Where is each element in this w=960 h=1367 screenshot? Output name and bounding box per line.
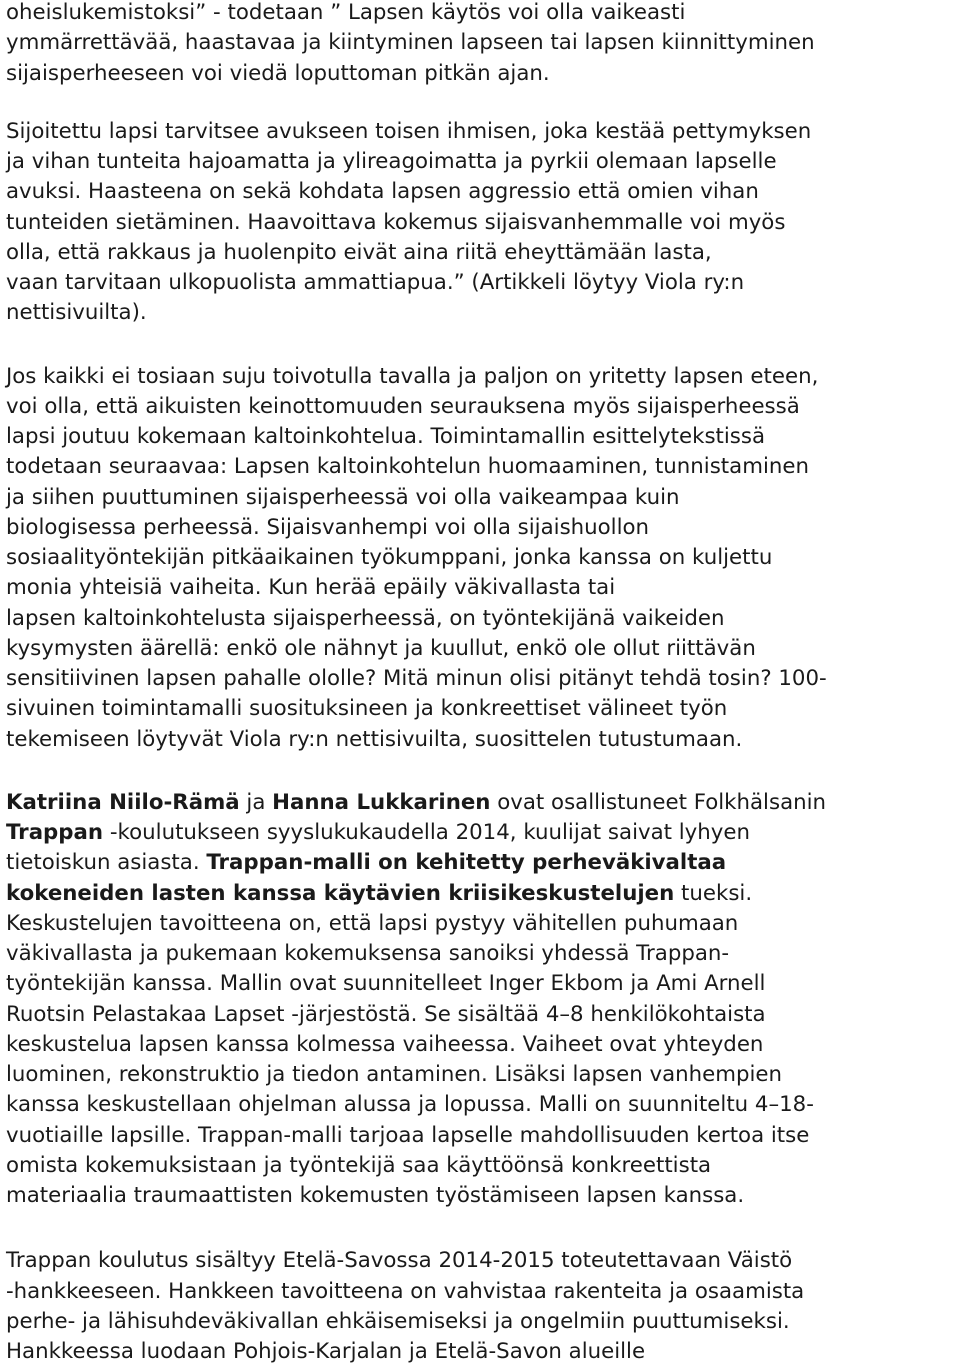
text-line: vaan tarvitaan ulkopuolista ammattiapua.” (Artikkeli löytyy Viola ry:n [6, 270, 745, 295]
text-line: luominen, rekonstruktio ja tiedon antaminen. Lisäksi lapsen vanhempien [6, 1062, 783, 1087]
text-line: keskustelua lapsen kanssa kolmessa vaiheessa. Vaiheet ovat yhteyden [6, 1031, 764, 1057]
paragraph-4 [6, 788, 956, 1212]
text-line: avuksi. Haasteena on sekä kohdata lapsen aggressio että omien vihan [6, 179, 759, 205]
text-line: lapsen kaltoinkohtelusta sijaisperheessä, on työntekijänä vaikeiden [6, 605, 725, 631]
paragraph-5 [6, 1246, 956, 1367]
text-line: sensitiivinen lapsen pahalle ololle? Mitä minun olisi pitänyt tehdä tosin? 100- [6, 666, 827, 691]
text-span: tueksi. [674, 880, 753, 906]
text-line: materiaalia traumaattisten kokemusten työstämiseen lapsen kanssa. [6, 1183, 745, 1208]
text-line [6, 818, 956, 848]
text-line: työntekijän kanssa. Mallin ovat suunnitelleet Inger Ekbom ja Ami Arnell [6, 971, 766, 997]
bold-phrase: kokeneiden lasten kanssa käytävien kriisikeskustelujen [6, 880, 675, 906]
text-line: kanssa keskustellaan ohjelman alussa ja lopussa. Malli on suunniteltu 4–18- [6, 1092, 814, 1118]
paragraph-1 [6, 0, 956, 89]
text-line: vuotiaille lapsille. Trappan-malli tarjoaa lapselle mahdollisuuden kertoa itse [6, 1122, 810, 1148]
text-line: sosiaalityöntekijän pitkäaikainen työkumppani, jonka kanssa on kuljettu [6, 545, 773, 570]
text-line [6, 879, 956, 909]
text-line: voi olla, että aikuisten keinottomuuden seurauksena myös sijaisperheessä [6, 393, 800, 419]
text-line: Ruotsin Pelastakaa Lapset -järjestöstä. Se sisältää 4–8 henkilökohtaista [6, 1001, 766, 1027]
text-line: olla, että rakkaus ja huolenpito eivät aina riitä eheyttämään lasta, [6, 239, 712, 265]
text-line: Jos kaikki ei tosiaan suju toivotulla tavalla ja paljon on yritetty lapsen eteen, [6, 363, 819, 389]
text-line: perhe- ja lähisuhdeväkivallan ehkäisemiseksi ja ongelmiin puuttumiseksi. [6, 1308, 790, 1334]
text-line: todetaan seuraavaa: Lapsen kaltoinkohtelun huomaaminen, tunnistaminen [6, 454, 809, 480]
text-line: ymmärrettävää, haastavaa ja kiintyminen lapseen tai lapsen kiinnittyminen [6, 30, 815, 56]
text-span: tietoiskun asiasta. [6, 850, 207, 876]
paragraph-spacer [6, 755, 956, 788]
text-line: monia yhteisiä vaiheita. Kun herää epäily väkivallasta tai [6, 575, 616, 601]
paragraph-spacer [6, 329, 956, 362]
text-line: ja siihen puuttuminen sijaisperheessä voi olla vaikeampaa kuin [6, 484, 680, 510]
text-span: ovat osallistuneet Folkhälsanin [490, 789, 827, 815]
text-line: ja vihan tunteita hajoamatta ja ylireagoimatta ja pyrkii olemaan lapselle [6, 149, 777, 174]
text-line [6, 788, 956, 818]
text-span: -koulutukseen syyslukukaudella 2014, kuulijat saivat lyhyen [103, 820, 750, 845]
text-line: Hankkeessa luodaan Pohjois-Karjalan ja Etelä-Savon alueille [6, 1339, 646, 1364]
person-name: Katriina Niilo-Rämä [6, 789, 240, 815]
person-name: Hanna Lukkarinen [272, 789, 491, 815]
text-line: tunteiden sietäminen. Haavoittava kokemus sijaisvanhemmalle voi myös [6, 209, 786, 235]
bold-term: Trappan [6, 820, 104, 845]
paragraph-3 [6, 362, 956, 755]
text-line: tekemiseen löytyvät Viola ry:n nettisivuilta, suosittelen tutustumaan. [6, 726, 743, 752]
text-line: oheislukemistoksi” - todetaan ” Lapsen käytös voi olla vaikeasti [6, 0, 686, 25]
paragraph-spacer [6, 89, 956, 117]
text-line: -hankkeeseen. Hankkeen tavoitteena on vahvistaa rakenteita ja osaamista [6, 1278, 805, 1304]
text-line: lapsi joutuu kokemaan kaltoinkohtelua. Toimintamallin esittelytekstissä [6, 424, 766, 449]
text-line: biologisessa perheessä. Sijaisvanhempi voi olla sijaishuollon [6, 514, 650, 540]
text-line: Trappan koulutus sisältyy Etelä-Savossa 2014-2015 toteutettavaan Väistö [6, 1248, 793, 1274]
text-line: Sijoitettu lapsi tarvitsee avukseen toisen ihmisen, joka kestää pettymyksen [6, 118, 812, 144]
text-line: sivuinen toimintamalli suosituksineen ja konkreettiset välineet työn [6, 696, 728, 722]
text-line: Keskustelujen tavoitteena on, että lapsi pystyy vähitellen puhumaan [6, 910, 739, 936]
text-span: ja [239, 789, 273, 815]
paragraph-spacer [6, 1211, 956, 1246]
text-line: väkivallasta ja pukemaan kokemuksensa sanoiksi yhdessä Trappan- [6, 941, 730, 966]
text-line: kysymysten äärellä: enkö ole nähnyt ja kuullut, enkö ole ollut riittävän [6, 635, 756, 661]
document-page [6, 0, 956, 1367]
text-line: nettisivuilta). [6, 300, 147, 326]
text-line [6, 848, 956, 878]
paragraph-2 [6, 117, 956, 329]
text-line: sijaisperheeseen voi viedä loputtoman pitkän ajan. [6, 60, 550, 86]
text-line: omista kokemuksistaan ja työntekijä saa käyttöönsä konkreettista [6, 1152, 712, 1178]
bold-phrase: Trappan-malli on kehitetty perheväkivaltaa [206, 850, 727, 876]
